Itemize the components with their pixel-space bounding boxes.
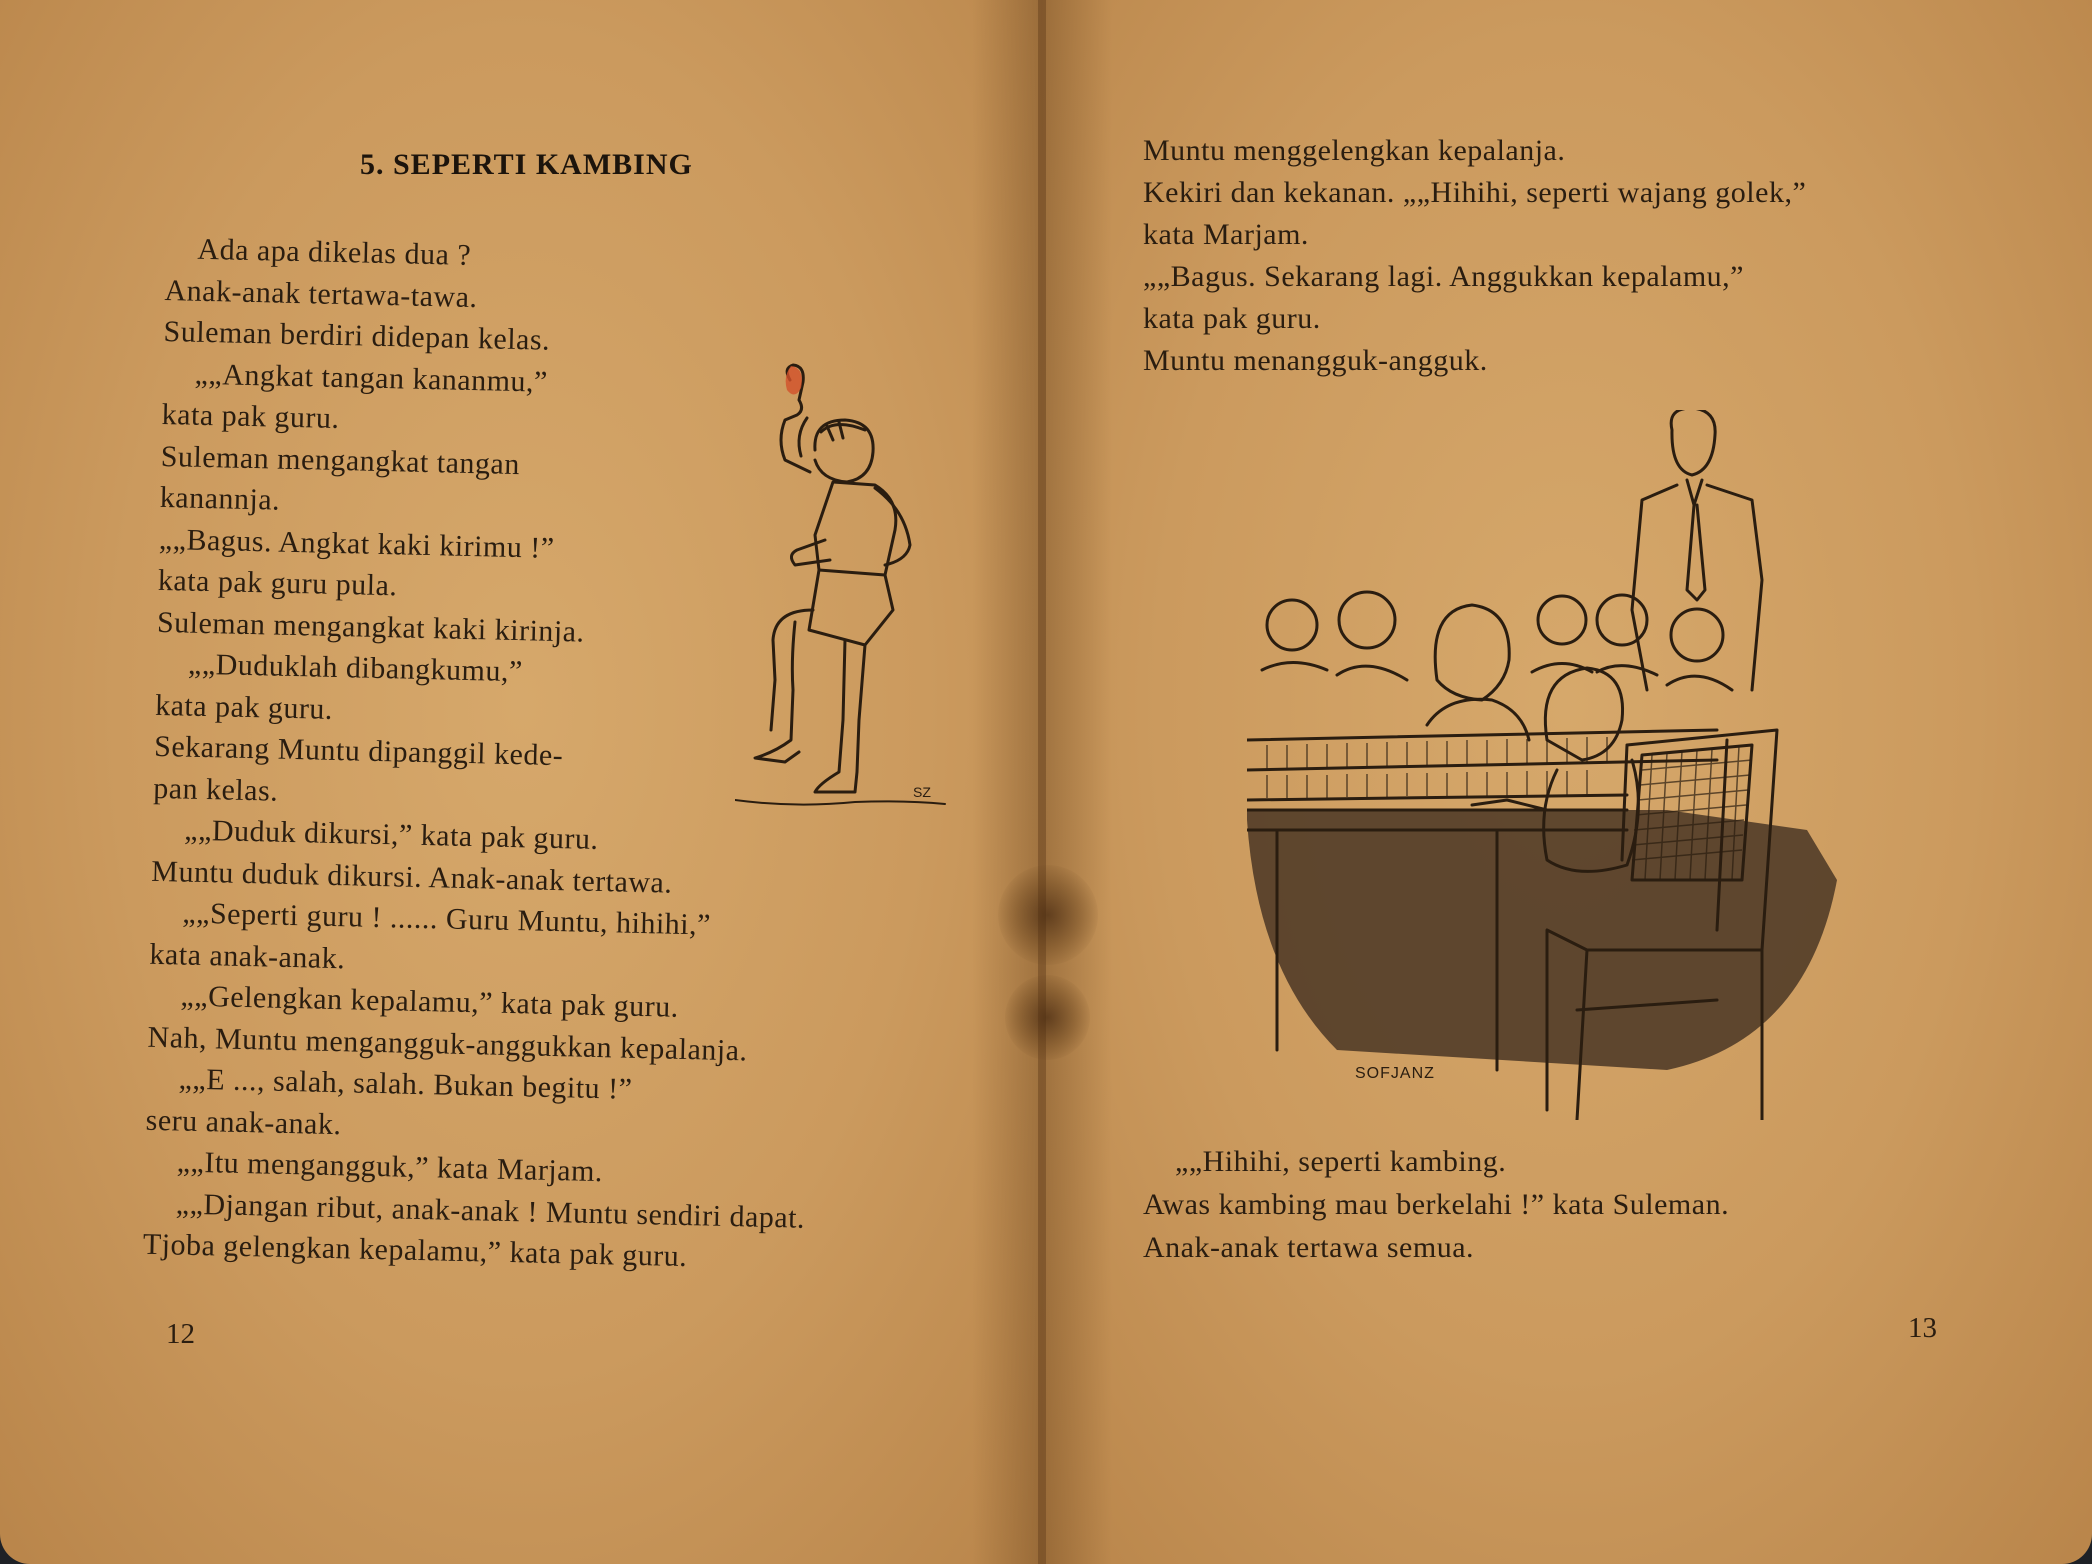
- text-line: „„Duduk dikursi,” kata pak guru.: [183, 813, 599, 856]
- text-line: „„Bagus. Angkat kaki kirimu !”: [158, 522, 555, 565]
- text-line: „„Angkat tangan kananmu,”: [194, 357, 549, 399]
- text-line: kata anak-anak.: [149, 937, 346, 975]
- text-line: „„Gelengkan kepalamu,” kata pak guru.: [180, 979, 680, 1024]
- text-line: kata pak guru.: [1143, 302, 1321, 335]
- text-line: Nah, Muntu mengangguk-anggukkan kepalanja.: [147, 1020, 748, 1067]
- staple-stain: [1005, 975, 1090, 1060]
- text-line: Ada apa dikelas dua ?: [197, 232, 472, 272]
- text-line: Tjoba gelengkan kepalamu,” kata pak guru.: [142, 1227, 688, 1274]
- illustration-signature: SOFJANZ: [1355, 1065, 1435, 1082]
- text-line: kata pak guru.: [154, 688, 334, 726]
- text-line: Muntu menangguk-angguk.: [1143, 344, 1488, 377]
- text-line: Muntu duduk dikursi. Anak-anak tertawa.: [151, 854, 673, 900]
- chapter-title: 5. SEPERTI KAMBING: [360, 148, 693, 181]
- left-page-text: [142, 228, 827, 1280]
- text-line: kanannja.: [159, 480, 281, 517]
- right-page-bottom-text: [1143, 1140, 1729, 1269]
- text-line: kata pak guru.: [161, 397, 340, 435]
- text-line: Anak-anak tertawa semua.: [1143, 1231, 1475, 1264]
- text-line: kata Marjam.: [1143, 218, 1309, 251]
- text-line: Kekiri dan kekanan. „„Hihihi, seperti wajang golek,”: [1143, 176, 1807, 209]
- classroom-illustration: [1247, 410, 1887, 1120]
- text-line: Sekarang Muntu dipanggil kede-: [153, 729, 564, 773]
- boy-raising-hand-illustration: [735, 360, 950, 820]
- text-line: Awas kambing mau berkelahi !” kata Suleman.: [1143, 1188, 1730, 1221]
- text-line: „„Duduklah dibangkumu,”: [187, 647, 524, 689]
- text-line: „„Itu mengangguk,” kata Marjam.: [176, 1145, 604, 1189]
- text-line: „„E ..., salah, salah. Bukan begitu !”: [178, 1062, 633, 1106]
- illustration-signature: SZ: [913, 784, 931, 800]
- text-line: Muntu menggelengkan kepalanja.: [1143, 134, 1566, 167]
- text-line: Suleman mengangkat kaki kirinja.: [156, 605, 585, 649]
- text-line: seru anak-anak.: [145, 1103, 342, 1141]
- book-gutter: [1038, 0, 1046, 1564]
- text-line: „„Bagus. Sekarang lagi. Anggukkan kepalamu,”: [1143, 260, 1744, 293]
- staple-stain: [998, 865, 1098, 965]
- text-line: „„Seperti guru ! ...... Guru Muntu, hihihi,”: [182, 896, 712, 942]
- text-line: Anak-anak tertawa-tawa.: [164, 273, 478, 314]
- left-page: [0, 0, 1042, 1564]
- text-line: pan kelas.: [152, 771, 279, 808]
- text-line: Suleman berdiri didepan kelas.: [163, 314, 551, 357]
- text-line: kata pak guru pula.: [157, 563, 398, 603]
- text-line: Suleman mengangkat tangan: [160, 439, 521, 481]
- right-page: [1042, 0, 2092, 1564]
- page-number: 12: [166, 1318, 195, 1350]
- right-page-top-text: [1143, 130, 1806, 382]
- text-line: „„Djangan ribut, anak-anak ! Muntu sendiri dapat.: [175, 1186, 806, 1235]
- page-number: 13: [1908, 1312, 1937, 1344]
- text-line: „„Hihihi, seperti kambing.: [1175, 1145, 1507, 1178]
